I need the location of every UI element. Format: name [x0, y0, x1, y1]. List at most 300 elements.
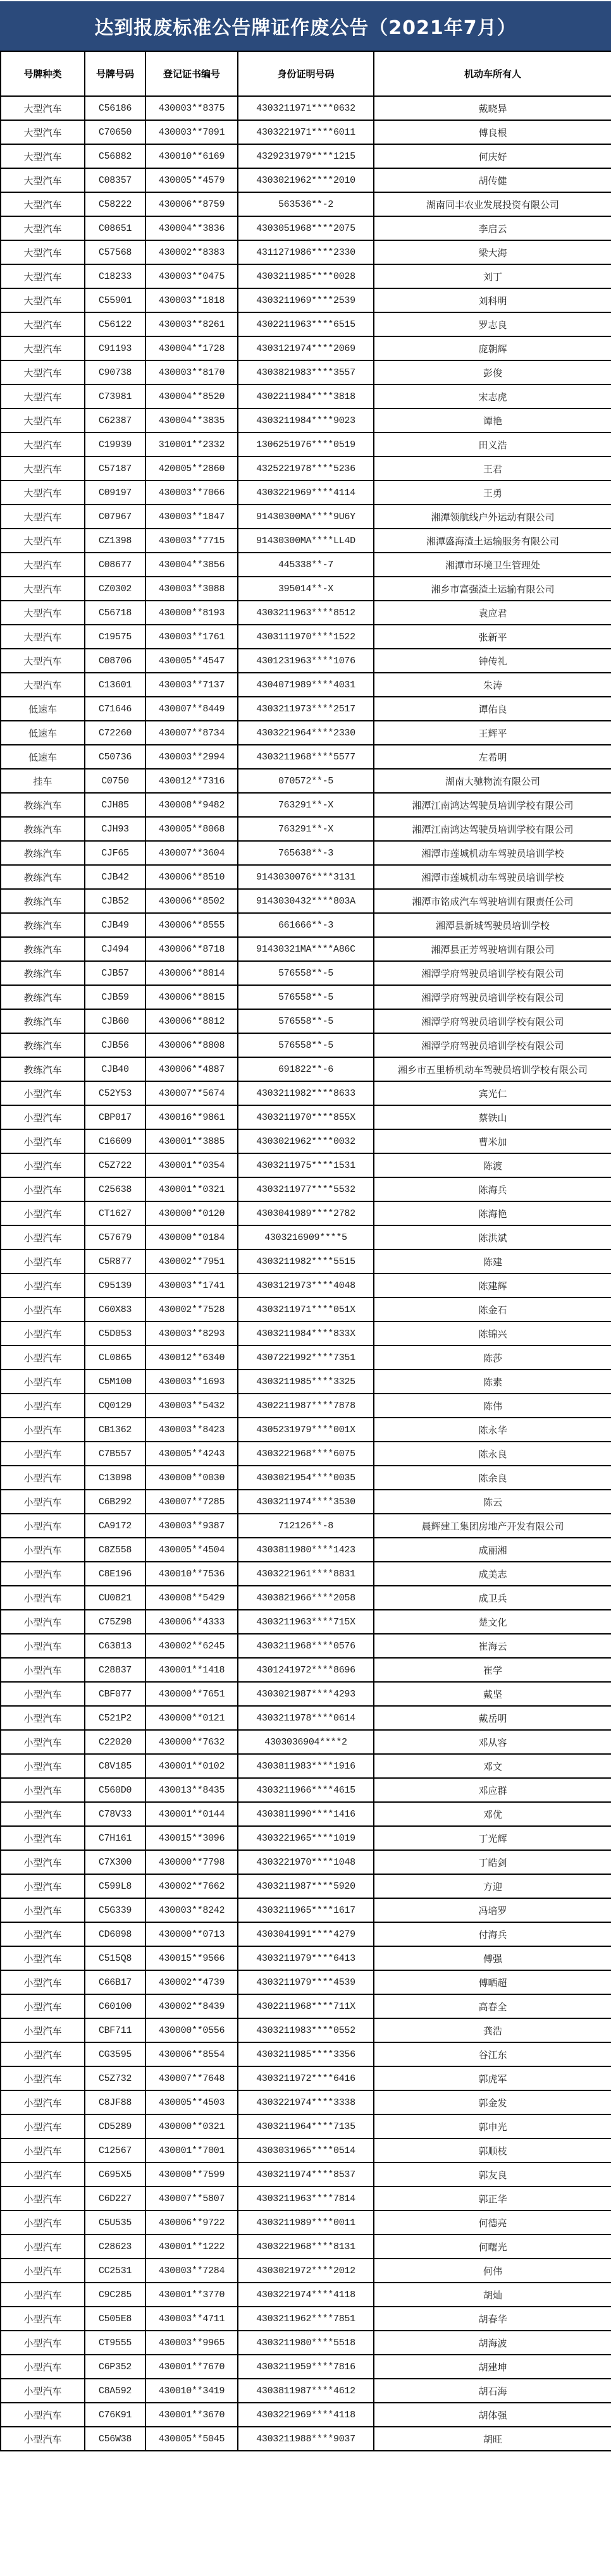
table-row	[1, 793, 611, 817]
table-row	[1, 1081, 611, 1105]
header-row	[1, 51, 611, 96]
id-number-cell: 4303221965****1019	[238, 1826, 374, 1850]
plate-type-cell: 小型汽车	[1, 2307, 85, 2331]
plate-type-cell: 大型汽车	[1, 408, 85, 432]
plate-number-cell: C8JF88	[85, 2090, 145, 2114]
plate-number-cell: CJB40	[85, 1057, 145, 1081]
plate-type-cell: 小型汽车	[1, 1346, 85, 1370]
id-number-cell: 4303041991****4279	[238, 1922, 374, 1946]
id-number-cell: 4303811983****1916	[238, 1754, 374, 1778]
table-row	[1, 1898, 611, 1922]
registration-no-cell: 430003**7715	[145, 529, 238, 553]
plate-number-cell: C91193	[85, 336, 145, 360]
owner-cell: 成美志	[374, 1562, 611, 1586]
owner-cell: 郭顺枝	[374, 2138, 611, 2162]
table-row	[1, 1370, 611, 1394]
plate-type-cell: 教练汽车	[1, 793, 85, 817]
plate-number-cell: C56882	[85, 144, 145, 168]
table-row	[1, 2307, 611, 2331]
registration-no-cell: 430006**8510	[145, 865, 238, 889]
owner-cell: 李启云	[374, 216, 611, 240]
table-row	[1, 1730, 611, 1754]
registration-no-cell: 430006**4333	[145, 1610, 238, 1634]
plate-number-cell: CBF711	[85, 2018, 145, 2042]
plate-number-cell: CJB56	[85, 1033, 145, 1057]
plate-number-cell: C76K91	[85, 2403, 145, 2427]
table-row	[1, 2427, 611, 2451]
plate-number-cell: C60100	[85, 1994, 145, 2018]
table-row	[1, 1778, 611, 1802]
plate-type-cell: 小型汽车	[1, 1105, 85, 1129]
id-number-cell: 4303211975****1531	[238, 1153, 374, 1177]
owner-cell: 戴坚	[374, 1682, 611, 1706]
plate-number-cell: C95139	[85, 1273, 145, 1297]
plate-type-cell: 小型汽车	[1, 1514, 85, 1538]
plate-number-cell: C63813	[85, 1634, 145, 1658]
id-number-cell: 4303811990****1416	[238, 1802, 374, 1826]
id-number-cell: 4303211979****4539	[238, 1970, 374, 1994]
table-row	[1, 2066, 611, 2090]
table-row	[1, 865, 611, 889]
owner-cell: 成丽湘	[374, 1538, 611, 1562]
registration-no-cell: 430005**8068	[145, 817, 238, 841]
table-row	[1, 1466, 611, 1490]
table-row	[1, 1946, 611, 1970]
owner-cell: 湘潭市莲城机动车驾驶员培训学校	[374, 865, 611, 889]
id-number-cell: 4303121973****4048	[238, 1273, 374, 1297]
owner-cell: 罗志良	[374, 312, 611, 336]
table-row	[1, 2114, 611, 2138]
owner-cell: 邓文	[374, 1754, 611, 1778]
id-number-cell: 4303021962****2010	[238, 168, 374, 192]
plate-type-cell: 大型汽车	[1, 673, 85, 697]
id-number-cell: 4303221961****8831	[238, 1562, 374, 1586]
plate-type-cell: 小型汽车	[1, 1177, 85, 1201]
notice-table	[0, 51, 611, 2451]
table-row	[1, 432, 611, 457]
table-row	[1, 1706, 611, 1730]
plate-type-cell: 小型汽车	[1, 1249, 85, 1273]
plate-number-cell: C5D053	[85, 1322, 145, 1346]
registration-no-cell: 430005**4243	[145, 1442, 238, 1466]
owner-cell: 陈洪斌	[374, 1225, 611, 1249]
table-row	[1, 601, 611, 625]
registration-no-cell: 430003**1741	[145, 1273, 238, 1297]
plate-number-cell: C09197	[85, 481, 145, 505]
id-number-cell: 395014**-X	[238, 577, 374, 601]
plate-type-cell: 大型汽车	[1, 168, 85, 192]
plate-type-cell: 小型汽车	[1, 1442, 85, 1466]
plate-number-cell: C58222	[85, 192, 145, 216]
plate-type-cell: 教练汽车	[1, 889, 85, 913]
registration-no-cell: 430000**7798	[145, 1850, 238, 1874]
plate-type-cell: 小型汽车	[1, 1370, 85, 1394]
plate-number-cell: C50736	[85, 745, 145, 769]
col-header-owner: 机动车所有人	[374, 51, 611, 96]
owner-cell: 王君	[374, 457, 611, 481]
id-number-cell: 4303221968****8131	[238, 2235, 374, 2259]
table-row	[1, 144, 611, 168]
plate-type-cell: 小型汽车	[1, 2114, 85, 2138]
registration-no-cell: 430003**8170	[145, 360, 238, 384]
plate-number-cell: C57187	[85, 457, 145, 481]
id-number-cell: 4303051968****2075	[238, 216, 374, 240]
plate-number-cell: CJB60	[85, 1009, 145, 1033]
registration-no-cell: 430001**7670	[145, 2355, 238, 2379]
registration-no-cell: 430000**0713	[145, 1922, 238, 1946]
registration-no-cell: 430015**3096	[145, 1826, 238, 1850]
plate-type-cell: 教练汽车	[1, 1057, 85, 1081]
plate-type-cell: 教练汽车	[1, 985, 85, 1009]
id-number-cell: 4303211974****3530	[238, 1490, 374, 1514]
id-number-cell: 4303211989****0011	[238, 2211, 374, 2235]
plate-number-cell: CU0821	[85, 1586, 145, 1610]
table-row	[1, 1394, 611, 1418]
registration-no-cell: 430002**7528	[145, 1297, 238, 1322]
plate-number-cell: CA9172	[85, 1514, 145, 1538]
owner-cell: 湘乡市富强渣土运输有限公司	[374, 577, 611, 601]
id-number-cell: 4302211963****6515	[238, 312, 374, 336]
registration-no-cell: 430008**9482	[145, 793, 238, 817]
id-number-cell: 4303211963****715X	[238, 1610, 374, 1634]
table-row	[1, 240, 611, 264]
registration-no-cell: 430006**8815	[145, 985, 238, 1009]
owner-cell: 胡春华	[374, 2307, 611, 2331]
plate-type-cell: 教练汽车	[1, 937, 85, 961]
plate-number-cell: CJB52	[85, 889, 145, 913]
plate-number-cell: C71646	[85, 697, 145, 721]
plate-type-cell: 小型汽车	[1, 2090, 85, 2114]
id-number-cell: 4303211983****0552	[238, 2018, 374, 2042]
plate-number-cell: CBF077	[85, 1682, 145, 1706]
plate-number-cell: C7B557	[85, 1442, 145, 1466]
table-row	[1, 529, 611, 553]
id-number-cell: 91430300MA****LL4D	[238, 529, 374, 553]
owner-cell: 胡灿	[374, 2283, 611, 2307]
owner-cell: 高春全	[374, 1994, 611, 2018]
id-number-cell: 4303221974****4118	[238, 2283, 374, 2307]
plate-type-cell: 小型汽车	[1, 2259, 85, 2283]
registration-no-cell: 430001**0102	[145, 1754, 238, 1778]
id-number-cell: 712126**-8	[238, 1514, 374, 1538]
plate-type-cell: 小型汽车	[1, 2162, 85, 2187]
owner-cell: 蔡铁山	[374, 1105, 611, 1129]
plate-number-cell: CT1627	[85, 1201, 145, 1225]
registration-no-cell: 430000**0121	[145, 1706, 238, 1730]
plate-type-cell: 教练汽车	[1, 841, 85, 865]
plate-number-cell: C7X300	[85, 1850, 145, 1874]
table-row	[1, 1514, 611, 1538]
registration-no-cell: 430002**6245	[145, 1634, 238, 1658]
table-row	[1, 937, 611, 961]
plate-type-cell: 小型汽车	[1, 2042, 85, 2066]
registration-no-cell: 430003**1818	[145, 288, 238, 312]
id-number-cell: 4303811987****4612	[238, 2379, 374, 2403]
table-row	[1, 817, 611, 841]
id-number-cell: 4303211963****8512	[238, 601, 374, 625]
plate-type-cell: 小型汽车	[1, 1297, 85, 1322]
owner-cell: 彭俊	[374, 360, 611, 384]
plate-type-cell: 小型汽车	[1, 2403, 85, 2427]
plate-number-cell: C73981	[85, 384, 145, 408]
plate-number-cell: C5M100	[85, 1370, 145, 1394]
id-number-cell: 070572**-5	[238, 769, 374, 793]
owner-cell: 湘潭市环境卫生管理处	[374, 553, 611, 577]
owner-cell: 湘潭市莲城机动车驾驶员培训学校	[374, 841, 611, 865]
registration-no-cell: 430003**7091	[145, 120, 238, 144]
table-row	[1, 1634, 611, 1658]
plate-number-cell: C08357	[85, 168, 145, 192]
owner-cell: 王勇	[374, 481, 611, 505]
plate-number-cell: C505E8	[85, 2307, 145, 2331]
plate-type-cell: 教练汽车	[1, 1033, 85, 1057]
registration-no-cell: 430005**4547	[145, 649, 238, 673]
table-row	[1, 1874, 611, 1898]
plate-type-cell: 大型汽车	[1, 192, 85, 216]
registration-no-cell: 430000**7599	[145, 2162, 238, 2187]
plate-number-cell: CJF65	[85, 841, 145, 865]
registration-no-cell: 430003**7284	[145, 2259, 238, 2283]
registration-no-cell: 430003**9965	[145, 2331, 238, 2355]
registration-no-cell: 430003**2994	[145, 745, 238, 769]
owner-cell: 谭佑良	[374, 697, 611, 721]
table-row	[1, 2090, 611, 2114]
id-number-cell: 4329231979****1215	[238, 144, 374, 168]
owner-cell: 湘潭盛海渣土运输服务有限公司	[374, 529, 611, 553]
table-row	[1, 649, 611, 673]
table-row	[1, 1033, 611, 1057]
plate-type-cell: 教练汽车	[1, 961, 85, 985]
plate-type-cell: 小型汽车	[1, 1153, 85, 1177]
plate-number-cell: CBP017	[85, 1105, 145, 1129]
id-number-cell: 4303821983****3557	[238, 360, 374, 384]
plate-type-cell: 小型汽车	[1, 1418, 85, 1442]
owner-cell: 郭虎军	[374, 2066, 611, 2090]
registration-no-cell: 430000**7651	[145, 1682, 238, 1706]
owner-cell: 湘乡市五里桥机动车驾驶员培训学校有限公司	[374, 1057, 611, 1081]
id-number-cell: 691822**-6	[238, 1057, 374, 1081]
plate-type-cell: 小型汽车	[1, 1730, 85, 1754]
registration-no-cell: 430000**7632	[145, 1730, 238, 1754]
plate-type-cell: 大型汽车	[1, 360, 85, 384]
owner-cell: 付海兵	[374, 1922, 611, 1946]
registration-no-cell: 430006**8812	[145, 1009, 238, 1033]
plate-type-cell: 大型汽车	[1, 120, 85, 144]
registration-no-cell: 430007**8449	[145, 697, 238, 721]
registration-no-cell: 430006**4887	[145, 1057, 238, 1081]
registration-no-cell: 430006**8554	[145, 2042, 238, 2066]
owner-cell: 方迎	[374, 1874, 611, 1898]
table-row	[1, 1129, 611, 1153]
col-header-id-number: 身份证明号码	[238, 51, 374, 96]
plate-number-cell: C72260	[85, 721, 145, 745]
owner-cell: 袁应君	[374, 601, 611, 625]
plate-number-cell: C695X5	[85, 2162, 145, 2187]
table-row	[1, 2259, 611, 2283]
table-row	[1, 1177, 611, 1201]
plate-type-cell: 小型汽车	[1, 1754, 85, 1778]
id-number-cell: 4303211972****6416	[238, 2066, 374, 2090]
plate-number-cell: C8A592	[85, 2379, 145, 2403]
plate-type-cell: 低速车	[1, 721, 85, 745]
plate-type-cell: 大型汽车	[1, 481, 85, 505]
plate-type-cell: 小型汽车	[1, 1970, 85, 1994]
registration-no-cell: 430003**8423	[145, 1418, 238, 1442]
registration-no-cell: 430005**5045	[145, 2427, 238, 2451]
owner-cell: 崔学	[374, 1658, 611, 1682]
table-row	[1, 1057, 611, 1081]
owner-cell: 湘潭江南鸿达驾驶员培训学校有限公司	[374, 817, 611, 841]
id-number-cell: 4303211965****1617	[238, 1898, 374, 1922]
plate-type-cell: 小型汽车	[1, 1634, 85, 1658]
plate-type-cell: 小型汽车	[1, 1922, 85, 1946]
owner-cell: 湘潭江南鸿达驾驶员培训学校有限公司	[374, 793, 611, 817]
registration-no-cell: 430006**8808	[145, 1033, 238, 1057]
owner-cell: 崔海云	[374, 1634, 611, 1658]
plate-type-cell: 大型汽车	[1, 240, 85, 264]
id-number-cell: 4303211962****7851	[238, 2307, 374, 2331]
owner-cell: 陈锦兴	[374, 1322, 611, 1346]
table-row	[1, 721, 611, 745]
owner-cell: 谭艳	[374, 408, 611, 432]
plate-number-cell: C60X83	[85, 1297, 145, 1322]
id-number-cell: 4303211985****0028	[238, 264, 374, 288]
id-number-cell: 4303211968****5577	[238, 745, 374, 769]
plate-number-cell: C56718	[85, 601, 145, 625]
plate-number-cell: C521P2	[85, 1706, 145, 1730]
owner-cell: 王辉平	[374, 721, 611, 745]
plate-number-cell: C08651	[85, 216, 145, 240]
id-number-cell: 91430321MA****A86C	[238, 937, 374, 961]
id-number-cell: 4311271986****2330	[238, 240, 374, 264]
plate-number-cell: C13601	[85, 673, 145, 697]
id-number-cell: 4303211985****3356	[238, 2042, 374, 2066]
owner-cell: 郭友良	[374, 2162, 611, 2187]
plate-number-cell: C599L8	[85, 1874, 145, 1898]
owner-cell: 曹米加	[374, 1129, 611, 1153]
table-row	[1, 2162, 611, 2187]
registration-no-cell: 430000**0556	[145, 2018, 238, 2042]
owner-cell: 楚文化	[374, 1610, 611, 1634]
plate-number-cell: C515Q8	[85, 1946, 145, 1970]
plate-number-cell: CJB57	[85, 961, 145, 985]
plate-number-cell: CJH85	[85, 793, 145, 817]
plate-type-cell: 小型汽车	[1, 1826, 85, 1850]
id-number-cell: 4303821966****2058	[238, 1586, 374, 1610]
registration-no-cell: 430003**1761	[145, 625, 238, 649]
registration-no-cell: 430003**0475	[145, 264, 238, 288]
table-row	[1, 2211, 611, 2235]
registration-no-cell: 430010**3419	[145, 2379, 238, 2403]
plate-type-cell: 小型汽车	[1, 2427, 85, 2451]
id-number-cell: 4303121974****2069	[238, 336, 374, 360]
plate-type-cell: 小型汽车	[1, 1201, 85, 1225]
plate-number-cell: CJH93	[85, 817, 145, 841]
owner-cell: 陈建辉	[374, 1273, 611, 1297]
registration-no-cell: 430003**7137	[145, 673, 238, 697]
plate-type-cell: 小型汽车	[1, 2283, 85, 2307]
table-row	[1, 769, 611, 793]
id-number-cell: 576558**-5	[238, 985, 374, 1009]
plate-type-cell: 教练汽车	[1, 1009, 85, 1033]
plate-type-cell: 低速车	[1, 745, 85, 769]
id-number-cell: 4303211971****0632	[238, 96, 374, 120]
table-row	[1, 1850, 611, 1874]
registration-no-cell: 430000**8193	[145, 601, 238, 625]
table-row	[1, 192, 611, 216]
plate-type-cell: 低速车	[1, 697, 85, 721]
id-number-cell: 4303211984****9023	[238, 408, 374, 432]
table-row	[1, 625, 611, 649]
plate-number-cell: CJB59	[85, 985, 145, 1009]
registration-no-cell: 310001**2332	[145, 432, 238, 457]
id-number-cell: 576558**-5	[238, 1009, 374, 1033]
id-number-cell: 4303211985****3325	[238, 1370, 374, 1394]
registration-no-cell: 430003**4711	[145, 2307, 238, 2331]
owner-cell: 晨辉建工集团房地产开发有限公司	[374, 1514, 611, 1538]
id-number-cell: 4303211982****8633	[238, 1081, 374, 1105]
plate-number-cell: C57568	[85, 240, 145, 264]
plate-number-cell: CZ0302	[85, 577, 145, 601]
table-row	[1, 264, 611, 288]
id-number-cell: 9143030076****3131	[238, 865, 374, 889]
plate-number-cell: C08677	[85, 553, 145, 577]
id-number-cell: 576558**-5	[238, 1033, 374, 1057]
owner-cell: 陈素	[374, 1370, 611, 1394]
plate-number-cell: CJB49	[85, 913, 145, 937]
id-number-cell: 4307221992****7351	[238, 1346, 374, 1370]
registration-no-cell: 430002**8383	[145, 240, 238, 264]
plate-type-cell: 小型汽车	[1, 1874, 85, 1898]
table-row	[1, 1297, 611, 1322]
plate-type-cell: 大型汽车	[1, 432, 85, 457]
plate-type-cell: 大型汽车	[1, 505, 85, 529]
owner-cell: 刘科明	[374, 288, 611, 312]
owner-cell: 丁光辉	[374, 1826, 611, 1850]
registration-no-cell: 430010**7536	[145, 1562, 238, 1586]
col-header-plate-number: 号牌号码	[85, 51, 145, 96]
plate-type-cell: 小型汽车	[1, 1682, 85, 1706]
plate-type-cell: 小型汽车	[1, 2331, 85, 2355]
table-row	[1, 336, 611, 360]
table-row	[1, 1105, 611, 1129]
id-number-cell: 4303221974****3338	[238, 2090, 374, 2114]
registration-no-cell: 430010**6169	[145, 144, 238, 168]
table-row	[1, 1153, 611, 1177]
owner-cell: 胡海波	[374, 2331, 611, 2355]
id-number-cell: 91430300MA****9U6Y	[238, 505, 374, 529]
plate-number-cell: C19575	[85, 625, 145, 649]
registration-no-cell: 430000**0120	[145, 1201, 238, 1225]
owner-cell: 陈渡	[374, 1153, 611, 1177]
plate-number-cell: C16609	[85, 1129, 145, 1153]
table-row	[1, 457, 611, 481]
owner-cell: 何伟	[374, 2259, 611, 2283]
plate-number-cell: C560D0	[85, 1778, 145, 1802]
table-row	[1, 697, 611, 721]
plate-number-cell: C07967	[85, 505, 145, 529]
registration-no-cell: 430001**1222	[145, 2235, 238, 2259]
table-row	[1, 384, 611, 408]
table-row	[1, 168, 611, 192]
owner-cell: 陈永良	[374, 1442, 611, 1466]
plate-number-cell: C9C285	[85, 2283, 145, 2307]
owner-cell: 傅强	[374, 1946, 611, 1970]
owner-cell: 宋志虎	[374, 384, 611, 408]
id-number-cell: 4303221969****4114	[238, 481, 374, 505]
plate-number-cell: C5G339	[85, 1898, 145, 1922]
id-number-cell: 4303811980****1423	[238, 1538, 374, 1562]
